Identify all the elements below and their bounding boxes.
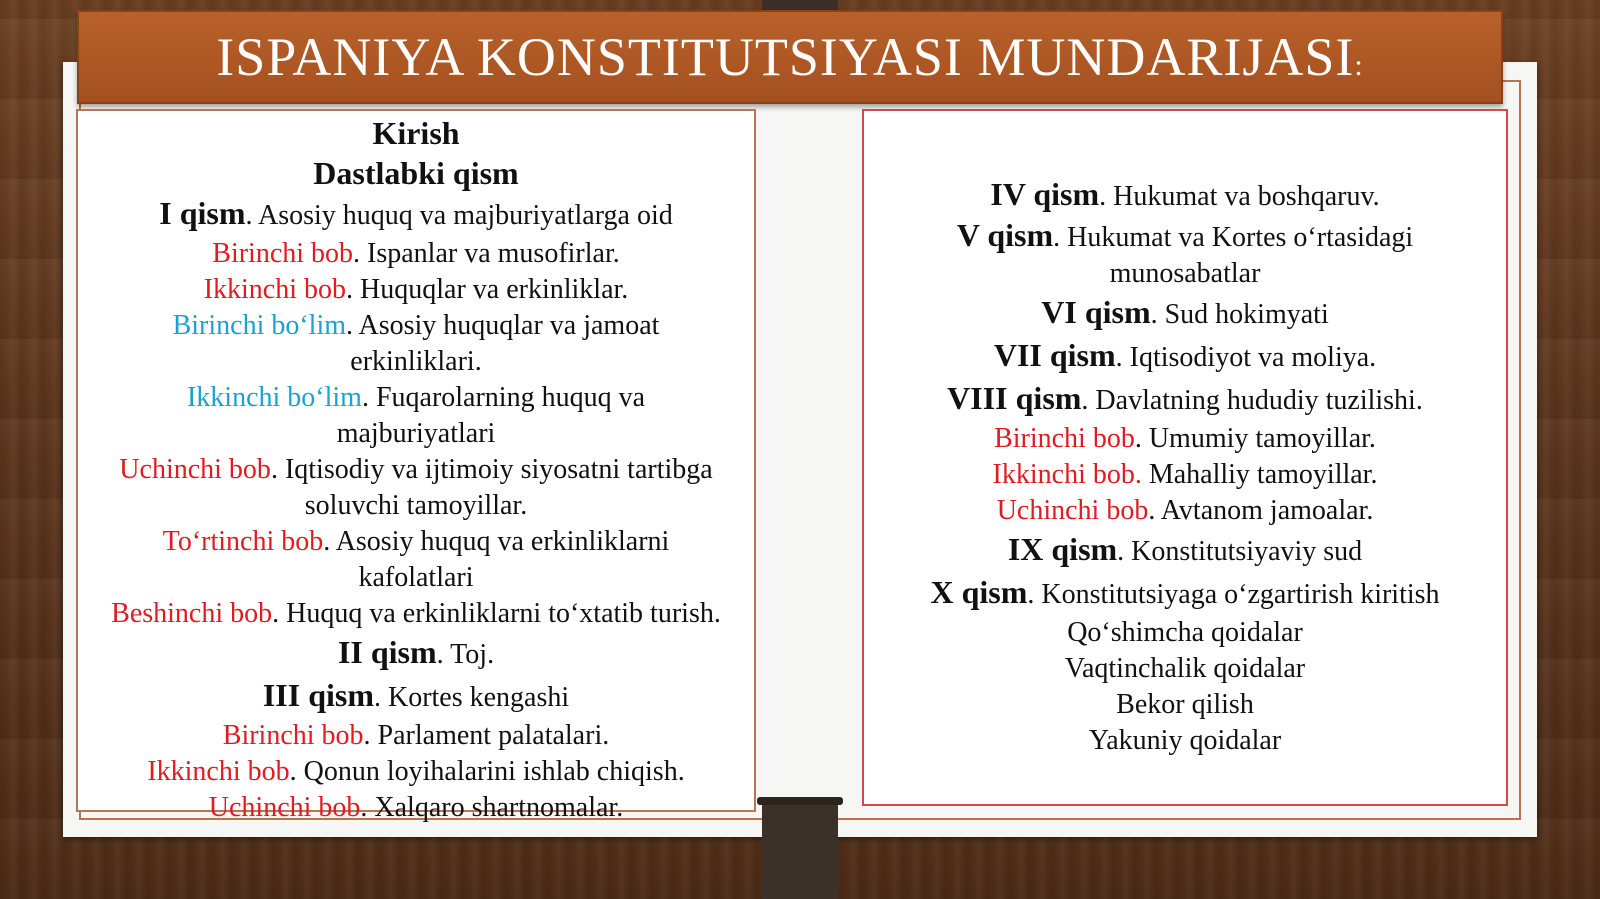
toc-entry-p1-ch1 [78,236,754,272]
toc-entry-part2 [78,632,754,675]
chapter-label: Uchinchi bob [996,495,1149,526]
part-label: X qism [930,574,1028,610]
toc-entry-part6 [864,292,1506,335]
toc-entry-part7 [864,335,1506,378]
toc-entry-p8-ch2 [864,457,1506,493]
part-text: . Davlatning hududiy tuzilishi. [1081,385,1423,416]
toc-entry-part8 [864,378,1506,421]
toc-entry-p3-ch1 [78,718,754,754]
binder-post [762,800,838,899]
division-label: Birinchi bo‘lim [172,310,347,341]
part-text: . Iqtisodiyot va moliya. [1115,342,1377,373]
toc-entry-p1-ch2 [78,272,754,308]
part-text: . Konstitutsiyaviy sud [1117,536,1363,567]
part-text: . Hukumat va Kortes o‘rtasidagi munosabatlar [1053,222,1414,289]
page-title-text: ISPANIYA KONSTITUTSIYASI MUNDARIJASI [216,27,1355,87]
intro-heading: Kirish [372,115,460,151]
chapter-text: . Huquq va erkinliklarni to‘xtatib turish. [272,598,721,629]
page-title [216,27,1364,87]
part-label: VI qism [1041,294,1151,330]
part-label: VII qism [993,337,1116,373]
title-banner [77,10,1503,104]
easel-top-post [762,0,838,10]
toc-entry-p1-ch4 [78,524,754,596]
chapter-text: . Avtanom jamoalar. [1148,495,1374,526]
part-text: . Asosiy huquq va majburiyatlarga oid [245,200,673,231]
part-text: . Kortes kengashi [373,682,570,713]
toc-entry-p3-ch2 [78,754,754,790]
part-label: IX qism [1007,531,1118,567]
part-text: . Konstitutsiyaga o‘zgartirish kiritish [1027,579,1440,610]
toc-entry-final: Yakuniy qoidalar [1088,725,1282,756]
preliminary-heading: Dastlabki qism [313,155,519,191]
chapter-label: Birinchi bob [212,238,354,269]
part-label: IV qism [990,176,1100,212]
binder-cap [757,797,843,805]
part-text: . Sud hokimyati [1150,299,1329,330]
page-title-colon: : [1354,49,1364,82]
part-text: . Toj. [436,639,495,670]
chapter-text: . Umumiy tamoyillar. [1134,423,1376,454]
chapter-text: Mahalliy tamoyillar. [1141,459,1378,490]
chapter-text: . Huquqlar va erkinliklar. [346,274,629,305]
chapter-text: . Iqtisodiy va ijtimoiy siyosatni tartibga soluvchi tamoyillar. [270,454,713,521]
toc-entry-p1-div1 [78,308,754,380]
toc-entry-transitional: Vaqtinchalik qoidalar [1064,653,1306,684]
toc-entry-p1-div2 [78,380,754,452]
toc-entry-part4 [864,174,1506,217]
chapter-label: Birinchi bob [994,423,1135,454]
part-label: VIII qism [947,380,1082,416]
chapter-label: Beshinchi bob [111,598,273,629]
part-label: II qism [337,634,437,670]
part-label: III qism [262,677,374,713]
part-text: . Hukumat va boshqaruv. [1099,181,1380,212]
chapter-label: Uchinchi bob [208,792,361,823]
chapter-label: Ikkinchi bob [203,274,347,305]
toc-entry-part1 [78,193,754,236]
chapter-text: . Parlament palatalari. [363,720,610,751]
chapter-label: To‘rtinchi bob [162,526,324,557]
toc-entry-part10 [864,572,1506,615]
part-label: V qism [956,217,1054,253]
toc-entry-p8-ch1 [864,421,1506,457]
division-text: . Asosiy huquqlar va jamoat erkinliklari. [346,310,660,377]
toc-entry-p1-ch3 [78,452,754,524]
toc-entry-p3-ch3 [78,790,754,826]
part-label: I qism [159,195,246,231]
chapter-label: Birinchi bob [222,720,364,751]
chapter-label: Ikkinchi bob [147,756,290,787]
chapter-text: . Xalqaro shartnomalar. [360,792,624,823]
right-contents-panel [862,109,1508,806]
division-label: Ikkinchi bo‘lim [186,382,362,413]
toc-entry-p1-ch5 [78,596,754,632]
left-contents-panel [76,109,756,823]
toc-entry-p8-ch3 [864,493,1506,529]
chapter-text: . Asosiy huquq va erkinliklarni kafolatlari [323,526,670,593]
toc-entry-part5 [864,217,1506,292]
division-text: . Fuqarolarning huquq va majburiyatlari [336,382,646,449]
chapter-text: . Qonun loyihalarini ishlab chiqish. [289,756,685,787]
toc-entry-additional: Qo‘shimcha qoidalar [1067,617,1303,648]
chapter-text: . Ispanlar va musofirlar. [353,238,620,269]
toc-entry-part3 [78,675,754,718]
toc-entry-repeal: Bekor qilish [1116,689,1254,720]
chapter-label: Ikkinchi bob. [992,459,1142,490]
toc-entry-part9 [864,529,1506,572]
chapter-label: Uchinchi bob [119,454,271,485]
